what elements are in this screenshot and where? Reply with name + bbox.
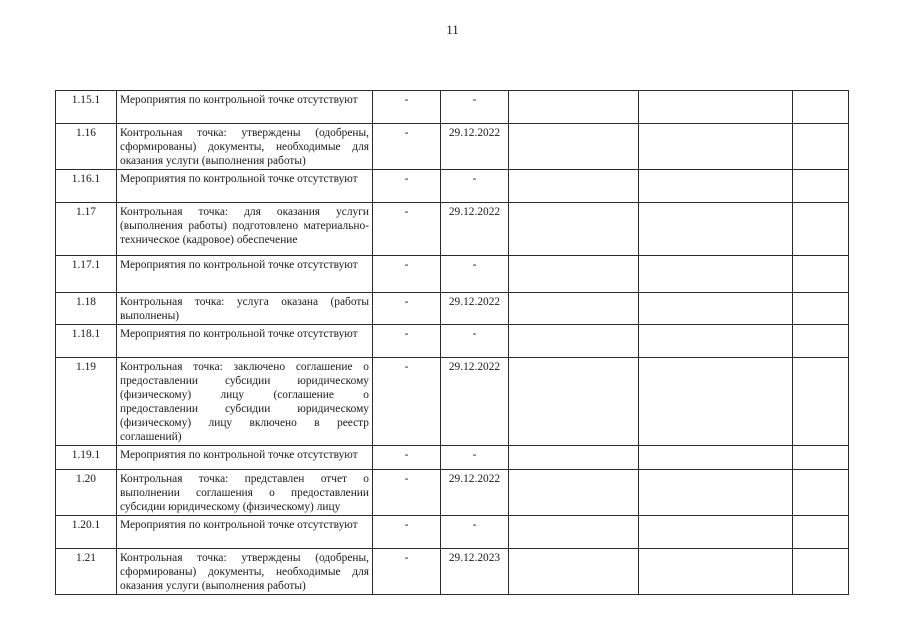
row-date-cell: 29.12.2022 (441, 470, 509, 516)
table-row (56, 256, 849, 293)
row-empty-cell (509, 358, 639, 446)
row-date-cell: 29.12.2022 (441, 203, 509, 256)
row-empty-cell (793, 91, 849, 124)
row-empty-cell (793, 124, 849, 170)
row-empty-cell (793, 446, 849, 470)
row-date-cell: - (441, 91, 509, 124)
row-responsible-cell: - (373, 549, 441, 595)
row-date-cell: - (441, 516, 509, 549)
row-description-cell: Контрольная точка: утверждены (одобрены, сформированы) документы, необходимые для оказания услуги (выполнения работы) (117, 549, 373, 595)
row-responsible-cell: - (373, 293, 441, 325)
row-empty-cell (639, 124, 793, 170)
table-row (56, 549, 849, 595)
row-empty-cell (509, 170, 639, 203)
row-empty-cell (639, 170, 793, 203)
row-empty-cell (793, 203, 849, 256)
row-responsible-cell: - (373, 358, 441, 446)
row-number-cell: 1.20 (56, 470, 117, 516)
row-description-cell: Мероприятия по контрольной точке отсутствуют (117, 170, 373, 203)
row-description-cell: Контрольная точка: для оказания услуги (выполнения работы) подготовлено материально-техническое (кадровое) обеспечение (117, 203, 373, 256)
row-number-cell: 1.19.1 (56, 446, 117, 470)
row-number-cell: 1.16.1 (56, 170, 117, 203)
row-empty-cell (509, 293, 639, 325)
row-date-cell: - (441, 170, 509, 203)
row-description-cell: Мероприятия по контрольной точке отсутствуют (117, 446, 373, 470)
row-number-cell: 1.20.1 (56, 516, 117, 549)
row-empty-cell (793, 470, 849, 516)
table-row (56, 325, 849, 358)
row-empty-cell (509, 516, 639, 549)
row-date-cell: - (441, 256, 509, 293)
row-empty-cell (639, 358, 793, 446)
row-empty-cell (639, 470, 793, 516)
row-date-cell: - (441, 446, 509, 470)
table-row (56, 203, 849, 256)
row-responsible-cell: - (373, 516, 441, 549)
row-responsible-cell: - (373, 325, 441, 358)
row-number-cell: 1.15.1 (56, 91, 117, 124)
row-empty-cell (639, 549, 793, 595)
row-empty-cell (509, 91, 639, 124)
table-row (56, 446, 849, 470)
row-description-cell: Контрольная точка: представлен отчет о выполнении соглашения о предоставлении субсидии юридическому (физическому) лицу (117, 470, 373, 516)
row-empty-cell (509, 549, 639, 595)
row-empty-cell (793, 325, 849, 358)
row-number-cell: 1.17 (56, 203, 117, 256)
row-empty-cell (793, 170, 849, 203)
row-empty-cell (793, 516, 849, 549)
row-description-cell: Мероприятия по контрольной точке отсутствуют (117, 325, 373, 358)
table-body (56, 91, 849, 595)
row-empty-cell (509, 325, 639, 358)
row-number-cell: 1.18 (56, 293, 117, 325)
row-responsible-cell: - (373, 170, 441, 203)
row-date-cell: 29.12.2022 (441, 358, 509, 446)
row-empty-cell (793, 293, 849, 325)
table-row (56, 358, 849, 446)
row-date-cell: 29.12.2022 (441, 293, 509, 325)
row-description-cell: Контрольная точка: заключено соглашение о предоставлении субсидии юридическому (физическому) лицу (соглашение о предоставлении субсидии юридическому (физическому) лицу включено в реестр соглашений) (117, 358, 373, 446)
row-empty-cell (509, 256, 639, 293)
table-row (56, 516, 849, 549)
row-empty-cell (639, 91, 793, 124)
row-date-cell: 29.12.2022 (441, 124, 509, 170)
table-row (56, 124, 849, 170)
control-points-table (55, 90, 849, 595)
row-responsible-cell: - (373, 91, 441, 124)
row-empty-cell (793, 549, 849, 595)
table-row (56, 170, 849, 203)
row-responsible-cell: - (373, 446, 441, 470)
row-number-cell: 1.21 (56, 549, 117, 595)
row-empty-cell (509, 470, 639, 516)
row-empty-cell (639, 325, 793, 358)
row-number-cell: 1.19 (56, 358, 117, 446)
row-number-cell: 1.16 (56, 124, 117, 170)
row-empty-cell (509, 124, 639, 170)
table-row (56, 470, 849, 516)
row-empty-cell (639, 516, 793, 549)
row-empty-cell (793, 256, 849, 293)
row-empty-cell (639, 203, 793, 256)
row-number-cell: 1.17.1 (56, 256, 117, 293)
page-number: 11 (446, 22, 459, 37)
row-description-cell: Мероприятия по контрольной точке отсутствуют (117, 256, 373, 293)
row-empty-cell (793, 358, 849, 446)
row-empty-cell (639, 293, 793, 325)
table-row (56, 293, 849, 325)
row-description-cell: Мероприятия по контрольной точке отсутствуют (117, 516, 373, 549)
row-description-cell: Контрольная точка: услуга оказана (работы выполнены) (117, 293, 373, 325)
row-description-cell: Мероприятия по контрольной точке отсутствуют (117, 91, 373, 124)
row-empty-cell (509, 446, 639, 470)
row-date-cell: - (441, 325, 509, 358)
row-description-cell: Контрольная точка: утверждены (одобрены, сформированы) документы, необходимые для оказания услуги (выполнения работы) (117, 124, 373, 170)
row-number-cell: 1.18.1 (56, 325, 117, 358)
row-empty-cell (639, 446, 793, 470)
row-responsible-cell: - (373, 203, 441, 256)
row-responsible-cell: - (373, 256, 441, 293)
table-row (56, 91, 849, 124)
row-responsible-cell: - (373, 470, 441, 516)
row-responsible-cell: - (373, 124, 441, 170)
row-empty-cell (639, 256, 793, 293)
row-empty-cell (509, 203, 639, 256)
row-date-cell: 29.12.2023 (441, 549, 509, 595)
